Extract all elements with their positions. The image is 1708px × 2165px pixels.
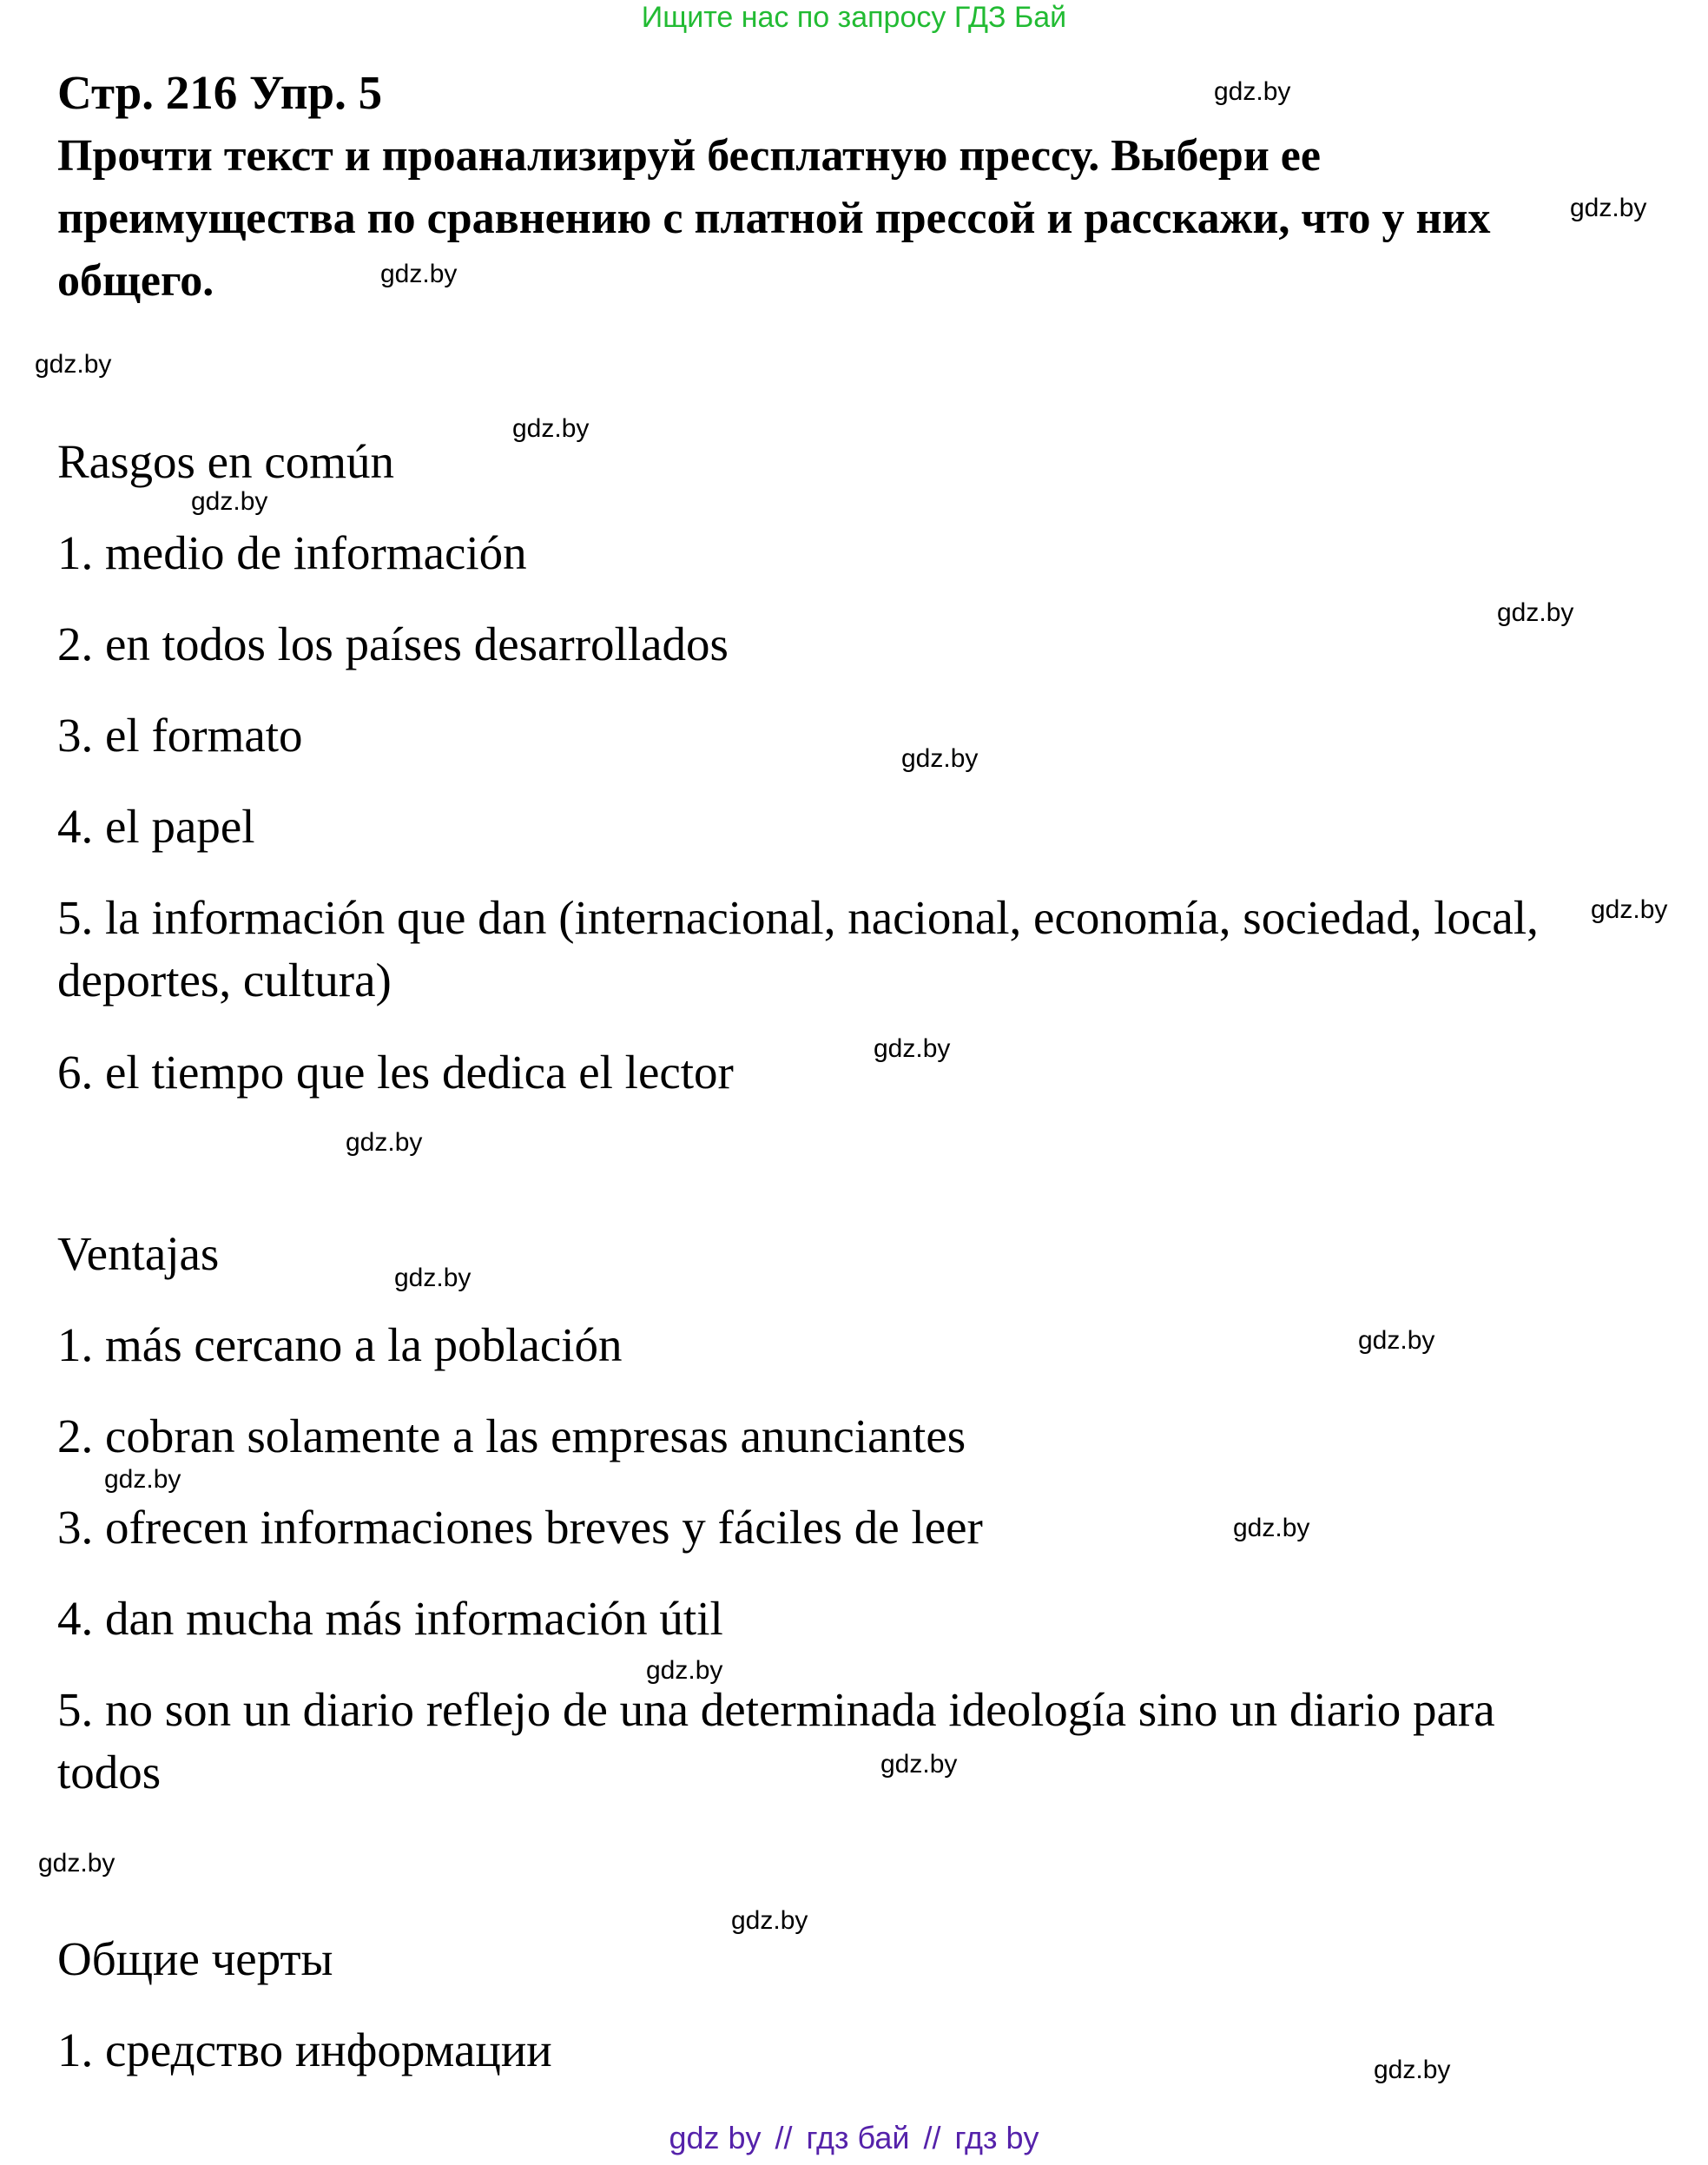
watermark: gdz.by: [731, 1906, 808, 1935]
watermark: gdz.by: [38, 1849, 115, 1878]
list-item: 5. la información que dan (internacional, nacional, economía, sociedad, local, deportes, cultura): [57, 891, 1539, 1007]
list-item: 6. el tiempo que les dedica el lector: [57, 1046, 734, 1099]
watermark: gdz.by: [35, 350, 112, 379]
section-title-common-es: Rasgos en común: [57, 435, 395, 488]
footer-separator: //: [923, 2120, 941, 2155]
section-title-advantages: Ventajas: [57, 1227, 220, 1280]
watermark: gdz.by: [1591, 895, 1668, 924]
footer-separator: //: [775, 2120, 793, 2155]
list-item: 4. el papel: [57, 800, 255, 853]
list-item: 3. el formato: [57, 709, 303, 762]
footer-link-gdz-bai[interactable]: гдз бай: [806, 2120, 910, 2155]
search-banner: Ищите нас по запросу ГДЗ Бай: [641, 1, 1067, 34]
watermark: gdz.by: [1497, 598, 1574, 627]
watermark: gdz.by: [880, 1750, 958, 1779]
watermark: gdz.by: [104, 1465, 181, 1494]
list-item: 4. dan mucha más información útil: [57, 1592, 723, 1645]
list-item: 2. cobran solamente a las empresas anunciantes: [57, 1409, 966, 1462]
watermark: gdz.by: [1233, 1514, 1310, 1542]
watermark: gdz.by: [901, 744, 979, 773]
list-item: 5. no son un diario reflejo de una determinada ideología sino un diario para todos: [57, 1683, 1495, 1799]
watermark: gdz.by: [1214, 77, 1291, 106]
list-item: 1. средство информации: [57, 2023, 552, 2076]
task-text: Прочти текст и проанализируй бесплатную прессу. Выбери ее преимущества по сравнению с платной прессой и расскажи, что у них общего.: [57, 131, 1491, 306]
watermark: gdz.by: [1570, 194, 1647, 222]
watermark: gdz.by: [346, 1128, 423, 1157]
list-item: 1. medio de información: [57, 526, 527, 579]
footer-link-gdz-by[interactable]: gdz by: [669, 2120, 762, 2155]
watermark: gdz.by: [512, 414, 590, 443]
list-item: 2. en todos los países desarrollados: [57, 617, 729, 670]
footer-link-gdz-by-ru[interactable]: гдз by: [954, 2120, 1039, 2155]
watermark: gdz.by: [874, 1034, 951, 1063]
page-heading: Стр. 216 Упр. 5: [57, 66, 383, 119]
watermark: gdz.by: [394, 1264, 472, 1292]
watermark: gdz.by: [1374, 2056, 1451, 2084]
section-title-common-ru: Общие черты: [57, 1932, 333, 1985]
footer-links: [0, 2119, 1708, 2157]
list-item: 3. ofrecen informaciones breves y fáciles de leer: [57, 1501, 983, 1554]
watermark: gdz.by: [191, 487, 268, 516]
watermark: gdz.by: [646, 1656, 723, 1685]
list-item: 1. más cercano a la población: [57, 1318, 623, 1371]
watermark: gdz.by: [1358, 1326, 1435, 1355]
watermark: gdz.by: [380, 260, 458, 288]
